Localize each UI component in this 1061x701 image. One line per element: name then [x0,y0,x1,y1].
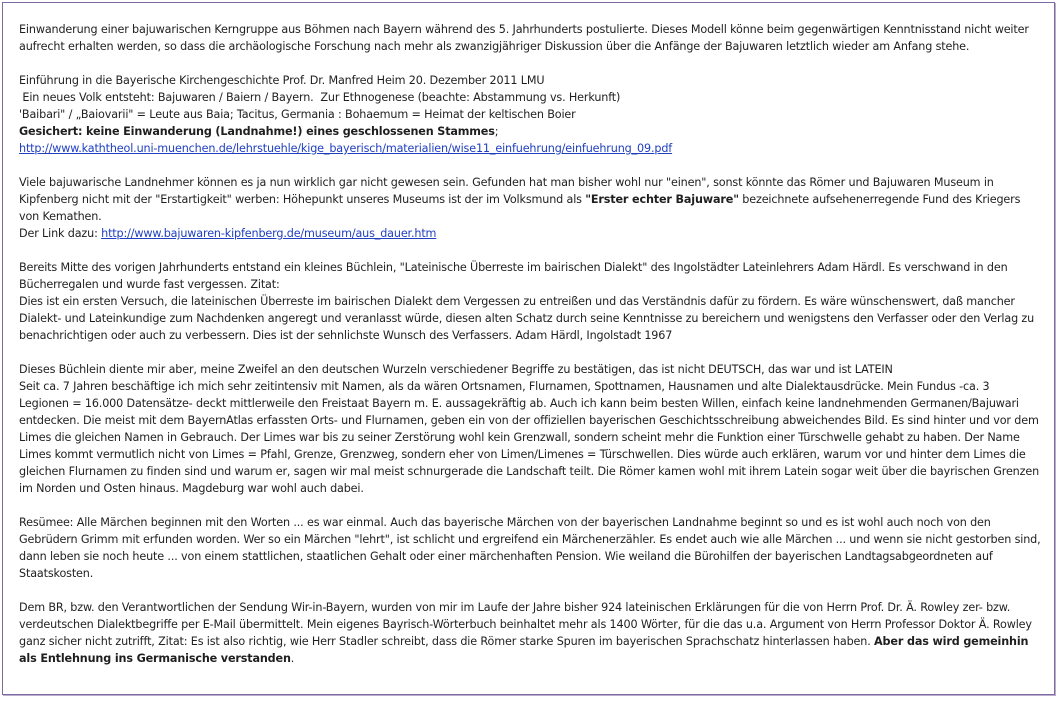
text-box [2,2,1055,695]
paragraph-5 [19,361,1041,497]
lecture-conclusion [19,123,1041,140]
lecture-reference: Einführung in die Bayerische Kirchengeschichte Prof. Dr. Manfred Heim 20. Dezember 2011 LMU [19,74,545,87]
paragraph-3 [19,174,1041,242]
paragraph-7-end: . [290,652,295,665]
lecture-conclusion-tail: ; [494,125,499,138]
lecture-etymology: 'Baibari" / „Baiovarii" = Leute aus Baia; Tacitus, Germania : Bohaemum = Heimat der keltischen Boier [19,108,576,121]
lecture-pdf-link[interactable]: http://www.kaththeol.uni-muenchen.de/lehrstuehle/kige_bayerisch/materialien/wise11_einfuehrung/einfuehrung_09.pdf [19,142,673,155]
paragraph-6 [19,514,1041,582]
museum-link[interactable]: http://www.bajuwaren-kipfenberg.de/museum/aus_dauer.htm [101,227,437,240]
document-body [19,21,1041,684]
museum-link-line [19,225,1041,242]
paragraph-5-intro: Dieses Büchlein diente mir aber, meine Zweifel an den deutschen Wurzeln verschiedener Begriffe zu bestätigen, das ist nicht DEUTSCH, das war und ist LATEIN [19,363,893,376]
museum-link-label: Der Link dazu: [19,227,102,240]
paragraph-5-body: Seit ca. 7 Jahren beschäftige ich mich sehr zeitintensiv mit Namen, als da wären Ortsnamen, Flurnamen, Spottnamen, Hausnamen und alte Dialektausdrücke. Mein Fundus -ca. 3 Legionen = 16.000 Datensätze- deckt mittlerweile den Freistaat Bayern m. E. aussagekräftig ab. Auch ich kann beim besten Willen, einfach keine landnehmenden Germanen/Bajuwari entdecken. Die meist mit dem BayernAtlas erfassten Orts- und Flurnamen, geben ein von der offiziellen bayerischen Geschichtsschreibung abweichendes Bild. Es sind hinter und vor dem Limes die gleichen Namen in Gebrauch. Der Limes war bis zu seiner Zerstörung wohl kein Grenzwall, sondern scheint mehr die Funktion einer Türschwelle gehabt zu haben. Der Name Limes kommt vermutlich nicht von Limes = Pfahl, Grenze, Grenzweg, sondern eher von Limen/Limenes = Türschwellen. Dies würde auch erklären, warum vor und hinter dem Limes die gleichen Flurnamen zu finden sind und warum er, sagen wir mal meist schnurgerade die Landschaft teilt. Die Römer kamen wohl mit ihrem Latein sogar weit über die bayrischen Grenzen im Norden und Osten hinaus. Magdeburg war wohl auch dabei. [19,380,1040,495]
paragraph-7-bold: Aber das wird gemeinhin als Entlehnung ins Germanische verstanden [19,635,1029,665]
lecture-conclusion-bold: Gesichert: keine Einwanderung (Landnahme!) eines geschlossenen Stammes [19,125,495,138]
paragraph-3-bold: "Erster echter Bajuware" [585,193,739,206]
paragraph-7-text: Dem BR, bzw. den Verantwortlichen der Sendung Wir-in-Bayern, wurden von mir im Laufe der Jahre bisher 924 lateinischen Erklärungen für die von Herrn Prof. Dr. Ä. Rowley zer- bzw. verdeutschen Dialektbegriffe per E-Mail übermittelt. Mein eigenes Bayrisch-Wörterbuch beinhaltet mehr als 1400 Wörter, für die das u.a. Argument von Herrn Professor Doktor Ä. Rowley ganz sicher nicht zutrifft, Zitat: Es ist also richtig, wie Herr Stadler schreibt, dass die Römer starke Spuren im bayerischen Sprachschatz hinterlassen haben. [19,601,1032,648]
paragraph-3-text-a: Viele bajuwarische Landnehmer können es ja nun wirklich gar nicht gewesen sein. Gefunden hat man bisher wohl nur "einen", sonst könnte das Römer und Bajuwaren Museum in Kipfenberg nicht mit der "Erstartigkeit" werben: Höhepunkt unseres Museums ist der im Volksmund als [19,176,994,206]
paragraph-6-text: Resümee: Alle Märchen beginnen mit den Worten ... es war einmal. Auch das bayerische Märchen von der bayerischen Landnahme beginnt so und es ist wohl auch noch von den Gebrüdern Grimm mit erfunden worden. Wer so ein Märchen "lehrt", ist schlicht und ergreifend ein Märchenerzähler. Es endet auch wie alle Märchen ... und wenn sie nicht gestorben sind, dann leben sie noch heute ... von einem stattlichen, staatlichen Gehalt oder einer märchenhaften Pension. Wie weiland die Bürohilfen der bayerischen Landtagsabgeordneten auf Staatskosten. [19,516,1041,580]
paragraph-1-text: Einwanderung einer bajuwarischen Kerngruppe aus Böhmen nach Bayern während des 5. Jahrhunderts postulierte. Dieses Modell könne beim gegenwärtigen Kenntnisstand nicht weiter aufrecht erhalten werden, so dass die archäologische Forschung nach mehr als zwanzigjähriger Diskussion über die Anfänge der Bajuwaren letztlich wieder am Anfang stehe. [19,23,1029,53]
paragraph-4-quote: Dies ist ein ersten Versuch, die lateinischen Überreste im bairischen Dialekt dem Vergessen zu entreißen und das Verständnis dafür zu fördern. Es wäre wünschenswert, daß mancher Dialekt- und Lateinkundige zum Nachdenken angeregt und veranlasst würde, diesen alten Schatz durch seine Kenntnisse zu bereichern und wenigstens den Verfasser oder den Verlag zu benachrichtigen oder auch zu verbessern. Dies ist der sehnlichste Wunsch des Verfassers. Adam Härdl, Ingolstadt 1967 [19,295,1035,342]
paragraph-3-text-b: bezeichnete aufsehenerregende Fund des Kriegers von Kemathen. [19,193,1021,223]
paragraph-1 [19,21,1041,55]
paragraph-4-intro: Bereits Mitte des vorigen Jahrhunderts entstand ein kleines Büchlein, "Lateinische Überreste im bairischen Dialekt" des Ingolstädter Lateinlehrers Adam Härdl. Es verschwand in den Bücherregalen und wurde fast vergessen. Zitat: [19,261,1008,291]
paragraph-2 [19,72,1041,157]
lecture-subtitle: Ein neues Volk entsteht: Bajuwaren / Baiern / Bayern. Zur Ethnogenese (beachte: Abstammung vs. Herkunft) [19,91,621,104]
paragraph-7 [19,599,1041,667]
paragraph-4 [19,259,1041,344]
